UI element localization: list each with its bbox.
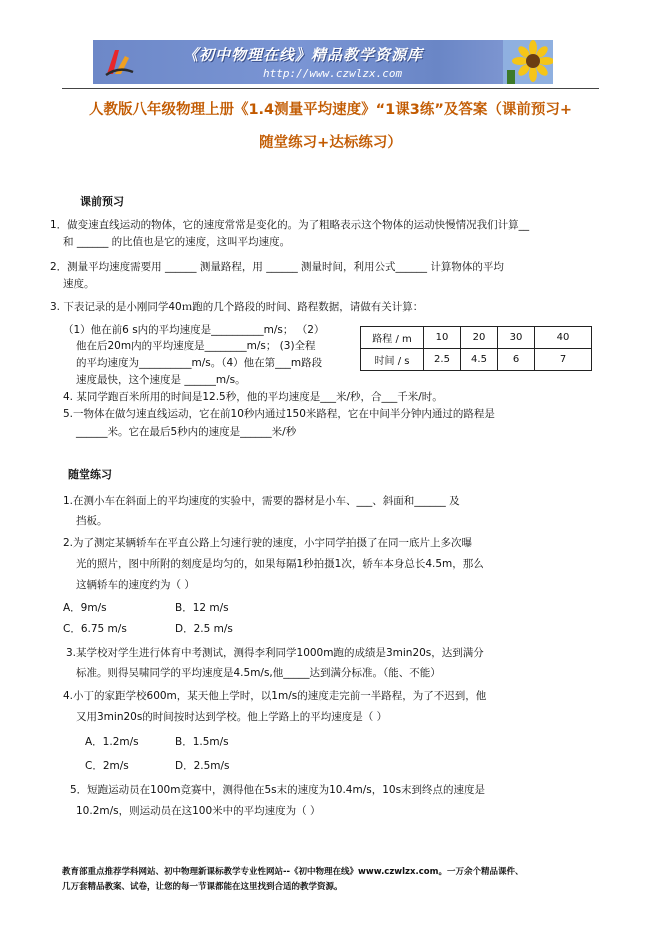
practice-q2-line2: 光的照片，图中所附的刻度是均匀的，如果每隔1秒拍摄1次，轿车本身总长4.5m，那么 [76, 558, 484, 570]
section-heading-practice: 随堂练习 [68, 468, 112, 481]
table-cell: 30 [498, 327, 535, 349]
distance-time-table [360, 326, 592, 371]
footer-line1: 教育部重点推荐学科网站、初中物理新课标教学专业性网站--《初中物理在线》www.czwlzx.com。一万余个精品课件、 [62, 867, 524, 877]
practice-q5-line1: 5．短跑运动员在100m竞赛中，测得他在5s末的速度为10.4m/s，10s末到终点的速度是 [70, 784, 486, 796]
table-cell: 2.5 [424, 349, 461, 371]
practice-q1-line1: 1.在测小车在斜面上的平均速度的实验中，需要的器材是小车、___、斜面和______ 及 [63, 495, 460, 507]
section-heading-preview: 课前预习 [80, 195, 124, 208]
table-cell: 10 [424, 327, 461, 349]
preview-q4: 4. 某同学跑百米所用的时间是12.5秒，他的平均速度是___米/秒，合___千米/时。 [63, 391, 443, 403]
practice-q2-option-a: A．9m/s [63, 602, 107, 614]
preview-q5-line2: ______米。它在最后5秒内的速度是______米/秒 [76, 426, 297, 438]
header-rule [62, 88, 599, 89]
practice-q4-option-c: C．2m/s [85, 760, 129, 772]
table-cell: 路程 / m [361, 327, 424, 349]
practice-q2-option-d: D．2.5 m/s [175, 623, 233, 635]
preview-q5-line1: 5.一物体在做匀速直线运动，它在前10秒内通过150米路程，它在中间半分钟内通过的路程是 [63, 408, 495, 420]
table-cell: 6 [498, 349, 535, 371]
site-logo-icon [103, 46, 135, 78]
table-row [361, 349, 592, 371]
table-cell: 20 [461, 327, 498, 349]
preview-q1-line1: 1．做变速直线运动的物体，它的速度常常是变化的。为了粗略表示这个物体的运动快慢情况我们计算__ [50, 219, 530, 231]
table-row [361, 327, 592, 349]
doc-title-line2: 随堂练习+达标练习） [259, 135, 402, 151]
doc-title-line1: 人教版八年级物理上册《1.4测量平均速度》“1课3练”及答案（课前预习+ [88, 102, 573, 118]
practice-q5-line2: 10.2m/s，则运动员在这100米中的平均速度为（ ） [76, 805, 321, 817]
practice-q1-line2: 挡板。 [76, 515, 108, 527]
preview-q2-line1: 2．测量平均速度需要用 ______ 测量路程，用 ______ 测量时间，利用公式______ 计算物体的平均 [50, 261, 504, 273]
practice-q3-line1: 3.某学校对学生进行体育中考测试，测得李利同学1000m跑的成绩是3min20s，达到满分 [66, 647, 484, 659]
banner-url: http://www.czwlzx.com [263, 67, 403, 80]
practice-q4-line2: 又用3min20s的时间按时达到学校。他上学路上的平均速度是（ ） [76, 711, 388, 723]
banner-title: 《初中物理在线》精品教学资源库 [183, 46, 424, 64]
preview-q3-line1: （1）他在前6 s内的平均速度是__________m/s； （2） [63, 324, 325, 336]
preview-q3-line4: 速度最快，这个速度是 ______m/s。 [76, 374, 246, 386]
practice-q2-option-b: B．12 m/s [175, 602, 229, 614]
preview-q3-line3: 的平均速度为__________m/s。（4）他在第___m路段 [76, 357, 323, 369]
practice-q2-line3: 这辆轿车的速度约为（ ） [76, 579, 195, 591]
sunflower-icon [503, 40, 553, 84]
table-cell: 7 [535, 349, 592, 371]
table-cell: 40 [535, 327, 592, 349]
practice-q4-option-b: B．1.5m/s [175, 736, 229, 748]
practice-q4-option-a: A．1.2m/s [85, 736, 139, 748]
table-cell: 4.5 [461, 349, 498, 371]
footer-line2: 几万套精品教案、试卷，让您的每一节课都能在这里找到合适的教学资源。 [62, 882, 343, 892]
preview-q3-line2: 他在后20m内的平均速度是________m/s； (3)全程 [76, 340, 316, 352]
practice-q4-option-d: D．2.5m/s [175, 760, 230, 772]
table-cell: 时间 / s [361, 349, 424, 371]
header-banner [93, 40, 553, 84]
practice-q2-line1: 2.为了测定某辆轿车在平直公路上匀速行驶的速度，小宇同学拍摄了在同一底片上多次曝 [63, 537, 473, 549]
preview-q3-intro: 3. 下表记录的是小刚同学40ｍ跑的几个路段的时间、路程数据，请做有关计算： [50, 301, 424, 313]
practice-q4-line1: 4.小丁的家距学校600m，某天他上学时，以1m/s的速度走完前一半路程，为了不迟到，他 [63, 690, 487, 702]
practice-q2-option-c: C．6.75 m/s [63, 623, 127, 635]
practice-q3-line2: 标准。则得吴啸同学的平均速度是4.5m/s,他_____达到满分标准。（能、不能） [76, 667, 441, 679]
preview-q2-line2: 速度。 [63, 278, 95, 290]
preview-q1-line2: 和 ______ 的比值也是它的速度，这叫平均速度。 [63, 236, 291, 248]
